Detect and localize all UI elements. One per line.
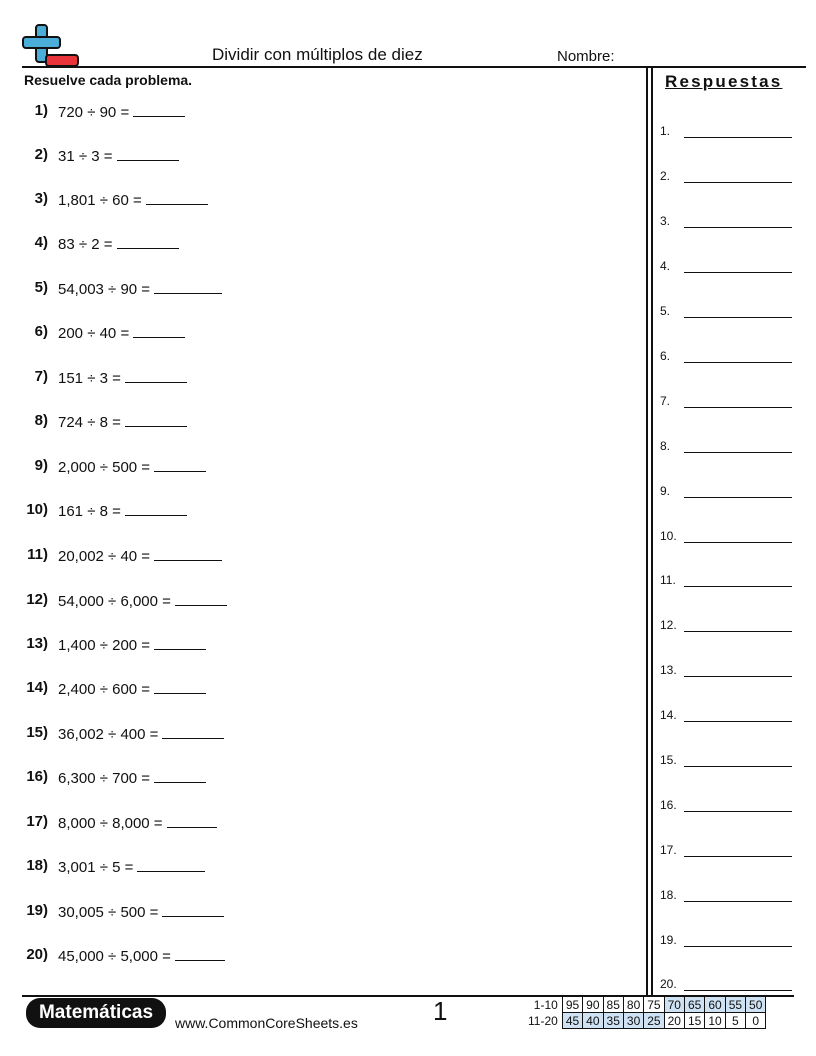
problem-number: 1) (34, 102, 48, 119)
worksheet-title: Dividir con múltiplos de diez (212, 45, 423, 64)
problem-number: 9) (34, 457, 48, 474)
answer-line-item (660, 167, 800, 183)
problem-number: 11) (27, 546, 48, 563)
problem-item (0, 146, 640, 166)
answer-line-item (660, 122, 800, 138)
answer-blank[interactable] (154, 768, 206, 783)
score-cell: 90 (583, 997, 603, 1013)
score-cell: 25 (644, 1013, 664, 1029)
problem-item (0, 591, 640, 611)
score-cell: 30 (623, 1013, 643, 1029)
score-table (528, 996, 766, 1029)
answer-line-item (660, 751, 800, 767)
answer-line-item (660, 975, 800, 991)
answer-label: 6. (660, 349, 671, 363)
score-cell: 40 (583, 1013, 603, 1029)
answers-title: Respuestas (665, 72, 783, 91)
answer-line[interactable] (684, 407, 792, 408)
score-cell: 10 (705, 1013, 725, 1029)
problem-expression: 720 ÷ 90 = (58, 104, 130, 121)
problem-number: 17) (26, 813, 48, 830)
answer-label: 19. (660, 933, 677, 947)
problem-item (0, 234, 640, 254)
problem-expression: 36,002 ÷ 400 = (58, 726, 159, 743)
answer-line-item (660, 931, 800, 947)
score-cell: 65 (684, 997, 704, 1013)
problem-number: 13) (26, 635, 48, 652)
answer-line[interactable] (684, 946, 792, 947)
answer-blank[interactable] (117, 146, 179, 161)
answer-label: 10. (660, 529, 677, 543)
answer-blank[interactable] (175, 591, 227, 606)
problem-number: 14) (26, 679, 48, 696)
problem-expression: 724 ÷ 8 = (58, 414, 121, 431)
answer-label: 14. (660, 708, 677, 722)
problem-item (0, 635, 640, 655)
answer-line-item (660, 527, 800, 543)
answer-line[interactable] (684, 586, 792, 587)
answer-line-item (660, 437, 800, 453)
problem-expression: 2,000 ÷ 500 = (58, 459, 151, 476)
problem-expression: 45,000 ÷ 5,000 = (58, 948, 171, 965)
problem-item (0, 102, 640, 122)
score-cell: 80 (623, 997, 643, 1013)
problem-expression: 30,005 ÷ 500 = (58, 904, 159, 921)
problem-item (0, 457, 640, 477)
answer-line[interactable] (684, 901, 792, 902)
answer-blank[interactable] (162, 724, 224, 739)
answer-divider-right (651, 68, 653, 996)
score-cell: 55 (725, 997, 745, 1013)
answer-label: 15. (660, 753, 677, 767)
problem-item (0, 857, 640, 877)
answer-blank[interactable] (125, 412, 187, 427)
problem-number: 4) (34, 234, 48, 251)
problem-number: 16) (26, 768, 48, 785)
name-label: Nombre: (557, 48, 615, 65)
answer-label: 20. (660, 977, 677, 991)
answer-label: 17. (660, 843, 677, 857)
answer-label: 12. (660, 618, 677, 632)
score-row (528, 997, 766, 1013)
answer-label: 8. (660, 439, 671, 453)
answer-blank[interactable] (133, 323, 185, 338)
problem-number: 5) (34, 279, 48, 296)
answer-blank[interactable] (175, 946, 225, 961)
score-cell: 35 (603, 1013, 623, 1029)
problem-item (0, 946, 640, 966)
problem-expression: 8,000 ÷ 8,000 = (58, 815, 163, 832)
answer-line[interactable] (684, 766, 792, 767)
answer-line[interactable] (684, 182, 792, 183)
answer-blank[interactable] (125, 368, 187, 383)
answer-line-item (660, 661, 800, 677)
answer-line[interactable] (684, 497, 792, 498)
problem-number: 7) (34, 368, 48, 385)
answer-blank[interactable] (154, 635, 206, 650)
answer-line[interactable] (684, 811, 792, 812)
problem-expression: 3,001 ÷ 5 = (58, 859, 134, 876)
score-cell: 85 (603, 997, 623, 1013)
answer-blank[interactable] (154, 546, 222, 561)
answer-label: 3. (660, 214, 671, 228)
score-cell: 50 (746, 997, 766, 1013)
answer-line-item (660, 302, 800, 318)
problem-number: 2) (34, 146, 48, 163)
problem-number: 15) (26, 724, 48, 741)
answer-label: 2. (660, 169, 671, 183)
instructions: Resuelve cada problema. (24, 72, 193, 88)
answer-line-item (660, 571, 800, 587)
answer-line-item (660, 841, 800, 857)
answer-label: 7. (660, 394, 671, 408)
score-cell: 5 (725, 1013, 745, 1029)
answer-line[interactable] (684, 631, 792, 632)
answer-line[interactable] (684, 227, 792, 228)
answer-line[interactable] (684, 856, 792, 857)
answer-label: 18. (660, 888, 677, 902)
answer-blank[interactable] (162, 902, 224, 917)
answer-blank[interactable] (154, 279, 222, 294)
problem-item (0, 368, 640, 388)
problem-expression: 2,400 ÷ 600 = (58, 681, 151, 698)
plus-minus-logo-icon (22, 24, 80, 68)
score-cell: 70 (664, 997, 684, 1013)
problem-item (0, 679, 640, 699)
problem-item (0, 279, 640, 299)
answer-blank[interactable] (117, 234, 179, 249)
problem-expression: 54,000 ÷ 6,000 = (58, 593, 171, 610)
problem-expression: 1,801 ÷ 60 = (58, 192, 142, 209)
page-number: 1 (433, 996, 448, 1026)
answer-line-item (660, 212, 800, 228)
answer-blank[interactable] (133, 102, 185, 117)
score-cell: 15 (684, 1013, 704, 1029)
score-cell: 45 (562, 1013, 582, 1029)
answer-line-item (660, 482, 800, 498)
answer-label: 4. (660, 259, 671, 273)
problem-item (0, 813, 640, 833)
problem-expression: 161 ÷ 8 = (58, 503, 121, 520)
score-cell: 20 (664, 1013, 684, 1029)
problem-expression: 20,002 ÷ 40 = (58, 548, 151, 565)
answer-label: 11. (660, 573, 676, 587)
answer-line-item (660, 392, 800, 408)
answer-line[interactable] (684, 990, 792, 991)
problem-number: 10) (26, 501, 48, 518)
problem-expression: 1,400 ÷ 200 = (58, 637, 151, 654)
answer-line-item (660, 347, 800, 363)
problem-number: 18) (26, 857, 48, 874)
answer-line[interactable] (684, 317, 792, 318)
answer-blank[interactable] (125, 501, 187, 516)
problem-item (0, 546, 640, 566)
problem-number: 6) (34, 323, 48, 340)
answer-line[interactable] (684, 721, 792, 722)
answer-line[interactable] (684, 542, 792, 543)
score-cell: 95 (562, 997, 582, 1013)
answer-line-item (660, 616, 800, 632)
problem-item (0, 768, 640, 788)
problem-expression: 31 ÷ 3 = (58, 148, 113, 165)
problem-item (0, 323, 640, 343)
problem-number: 19) (26, 902, 48, 919)
problem-number: 12) (26, 591, 48, 608)
answer-line[interactable] (684, 137, 792, 138)
answer-blank[interactable] (167, 813, 217, 828)
answer-blank[interactable] (154, 457, 206, 472)
answer-label: 9. (660, 484, 671, 498)
answer-blank[interactable] (154, 679, 206, 694)
answer-label: 1. (660, 124, 671, 138)
problem-number: 8) (34, 412, 48, 429)
answer-line-item (660, 796, 800, 812)
problem-number: 3) (34, 190, 48, 207)
header-rule (22, 66, 806, 68)
problem-expression: 6,300 ÷ 700 = (58, 770, 151, 787)
answer-divider-left (646, 68, 648, 996)
answer-line[interactable] (684, 676, 792, 677)
answer-blank[interactable] (137, 857, 205, 872)
problem-item (0, 190, 640, 210)
problem-item (0, 412, 640, 432)
problem-item (0, 902, 640, 922)
score-cell: 60 (705, 997, 725, 1013)
answer-line-item (660, 706, 800, 722)
score-row (528, 1013, 766, 1029)
site-url: www.CommonCoreSheets.es (175, 1015, 358, 1031)
answer-line-item (660, 257, 800, 273)
problem-item (0, 724, 640, 744)
score-row-label: 11-20 (528, 1013, 558, 1028)
problem-expression: 200 ÷ 40 = (58, 325, 130, 342)
answer-blank[interactable] (146, 190, 208, 205)
answer-label: 5. (660, 304, 671, 318)
brand-badge: Matemáticas (26, 998, 166, 1028)
problem-expression: 83 ÷ 2 = (58, 236, 113, 253)
answer-label: 16. (660, 798, 677, 812)
problem-expression: 151 ÷ 3 = (58, 370, 121, 387)
answer-line[interactable] (684, 452, 792, 453)
answer-line[interactable] (684, 272, 792, 273)
answer-line-item (660, 886, 800, 902)
problem-item (0, 501, 640, 521)
answer-line[interactable] (684, 362, 792, 363)
problem-number: 20) (26, 946, 48, 963)
score-cell: 0 (746, 1013, 766, 1029)
score-row-label: 1-10 (533, 997, 558, 1012)
problem-expression: 54,003 ÷ 90 = (58, 281, 151, 298)
answer-label: 13. (660, 663, 677, 677)
score-cell: 75 (644, 997, 664, 1013)
